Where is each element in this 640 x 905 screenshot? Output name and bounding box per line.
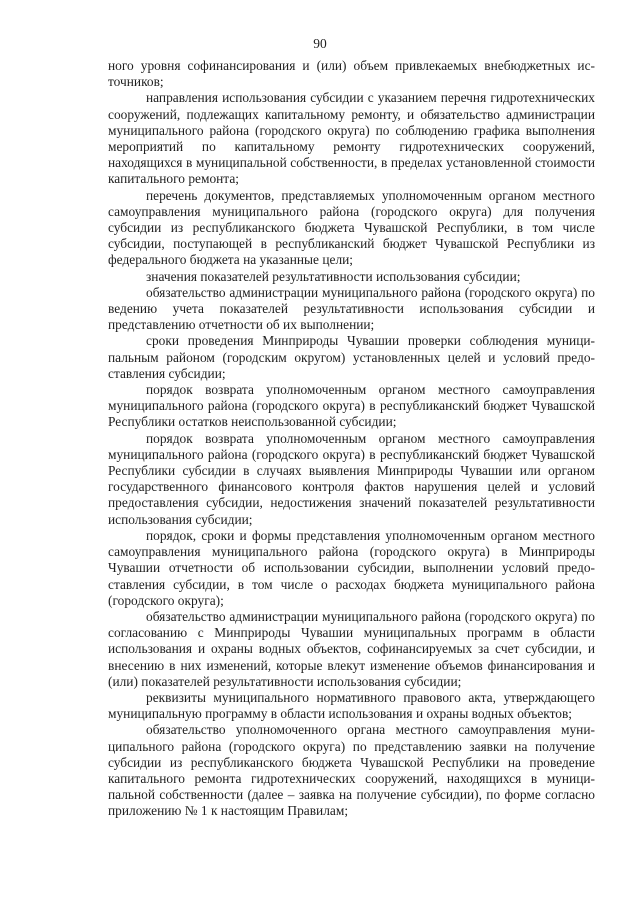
paragraph: ного уровня софинансирования и (или) объем привлекаемых внебюджетных источников; (108, 58, 595, 90)
paragraph: порядок возврата уполномоченным органом местного самоуправления муниципального района (городского округа) в республиканский бюджет Чувашской Республики субсидии в случаях выявления Минприроды Чувашии или органом государственного финансового контроля фактов нарушения целей и условий предоставления субсидии, недостижения значений показателей результативности использования субсидии; (108, 430, 595, 527)
paragraph: перечень документов, представляемых уполномоченным органом местного самоуправления муниципального района (городского округа) для получения субсидии из республиканского бюджета Чувашской Республики, в том числе субсидии, поступающей в республиканский бюджет Чувашской Республики из федерального бюджета на указанные цели; (108, 187, 595, 268)
paragraph: направления использования субсидии с указанием перечня гидротехнических сооружений, подлежащих капитальному ремонту, и обязательство администрации муниципального района (городского округа) по соблюдению графика выполнения мероприятий по капитальному ремонту гидротехнических сооружений, находящихся в муниципальной собственности, в пределах установленной стоимости капитального ремонта; (108, 90, 595, 187)
paragraph: обязательство администрации муниципального района (городского округа) по ведению учета показателей результативности использования субсидии и представлению отчетности об их выполнении; (108, 284, 595, 333)
paragraph: порядок возврата уполномоченным органом местного самоуправления муниципального района (городского округа) в республиканский бюджет Чувашской Республики остатков неиспользованной субсидии; (108, 382, 595, 430)
paragraph: реквизиты муниципального нормативного правового акта, утверждающего муниципальную программу в области использования и охраны водных объектов; (108, 689, 595, 722)
paragraph: порядок, сроки и формы представления уполномоченным органом местного самоуправления муниципального района (городского округа) в Минприроды Чувашии отчетности об использовании субсидии, выполнении условий предоставления субсидии, в том числе о расходах бюджета муниципального района (городского округа); (108, 527, 595, 608)
paragraph: сроки проведения Минприроды Чувашии проверки соблюдения муниципальным районом (городским округом) установленных целей и условий предоставления субсидии; (108, 333, 595, 381)
paragraph: обязательство уполномоченного органа местного самоуправления муниципального района (городского округа) по представлению заявки на получение субсидии из республиканского бюджета Чувашской Республики на проведение капитального ремонта гидротехнических сооружений, находящихся в муниципальной собственности (далее – заявка на получение субсидии), по форме согласно приложению № 1 к настоящим Правилам; (108, 722, 595, 819)
paragraph: обязательство администрации муниципального района (городского округа) по согласованию с Минприроды Чувашии муниципальных программ в области использования и охраны водных объектов, софинансируемых за счет субсидии, и внесению в них изменений, которые влекут изменение объемов финансирования и (или) показателей результативности использования субсидии; (108, 608, 595, 689)
paragraph: значения показателей результативности использования субсидии; (146, 268, 521, 284)
page-number: 90 (313, 36, 327, 51)
document-body (108, 58, 595, 820)
